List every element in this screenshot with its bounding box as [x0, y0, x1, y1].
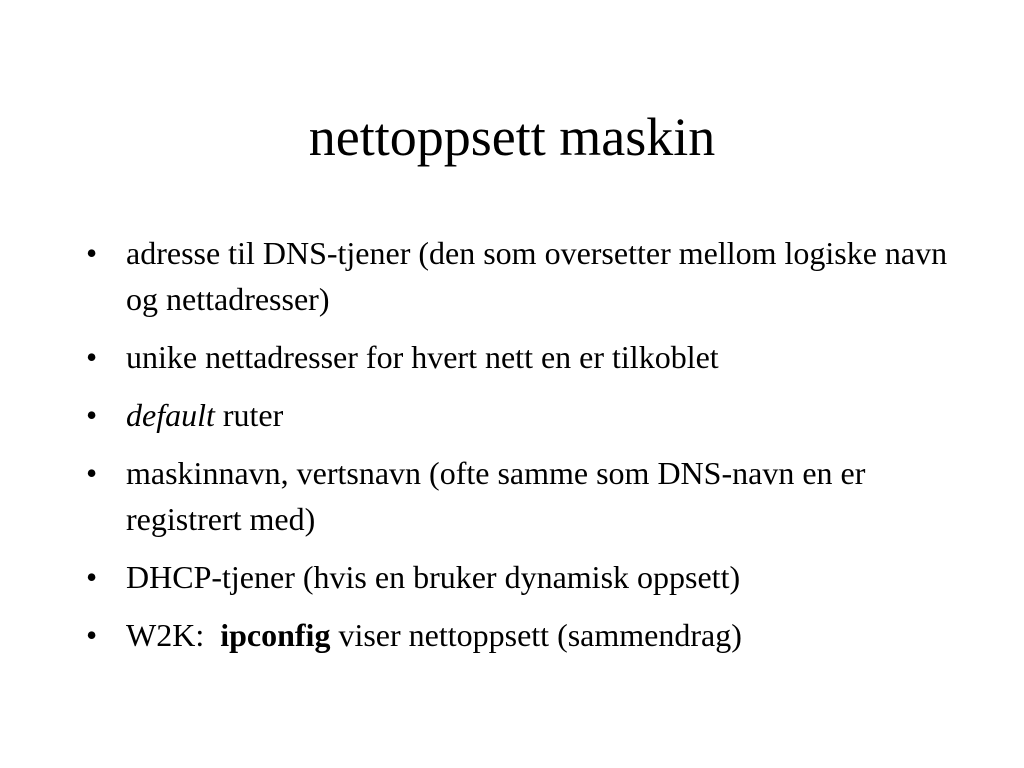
bullet-item-hostname	[86, 450, 956, 542]
bullet-text: ruter	[214, 397, 284, 433]
bullet-prefix: W2K:	[126, 617, 221, 653]
bullet-text: unike nettadresser for hvert nett en er tilkoblet	[126, 339, 719, 375]
bullet-icon: •	[86, 455, 98, 491]
bullet-item-ipconfig	[86, 612, 956, 658]
bullet-icon: •	[86, 235, 98, 271]
bullet-list	[86, 230, 956, 670]
bullet-icon: •	[86, 617, 98, 653]
bullet-text: DHCP-tjener (hvis en bruker dynamisk oppsett)	[126, 559, 741, 595]
bullet-item-default-router	[86, 392, 956, 438]
slide-title: nettoppsett maskin	[308, 107, 716, 167]
bullet-text: adresse til DNS-tjener (den som oversetter mellom logiske navn og nettadresser)	[126, 235, 948, 317]
bullet-item-net-addresses	[86, 334, 956, 380]
bullet-italic-text: default	[126, 397, 215, 433]
bullet-item-dns-address	[86, 230, 956, 322]
bullet-icon: •	[86, 339, 98, 375]
bullet-text: viser nettoppsett (sammendrag)	[330, 617, 742, 653]
bullet-text: maskinnavn, vertsnavn (ofte samme som DNS-navn en er registrert med)	[126, 455, 866, 537]
bullet-bold-text: ipconfig	[220, 617, 331, 653]
bullet-icon: •	[86, 397, 98, 433]
bullet-item-dhcp	[86, 554, 956, 600]
bullet-icon: •	[86, 559, 98, 595]
